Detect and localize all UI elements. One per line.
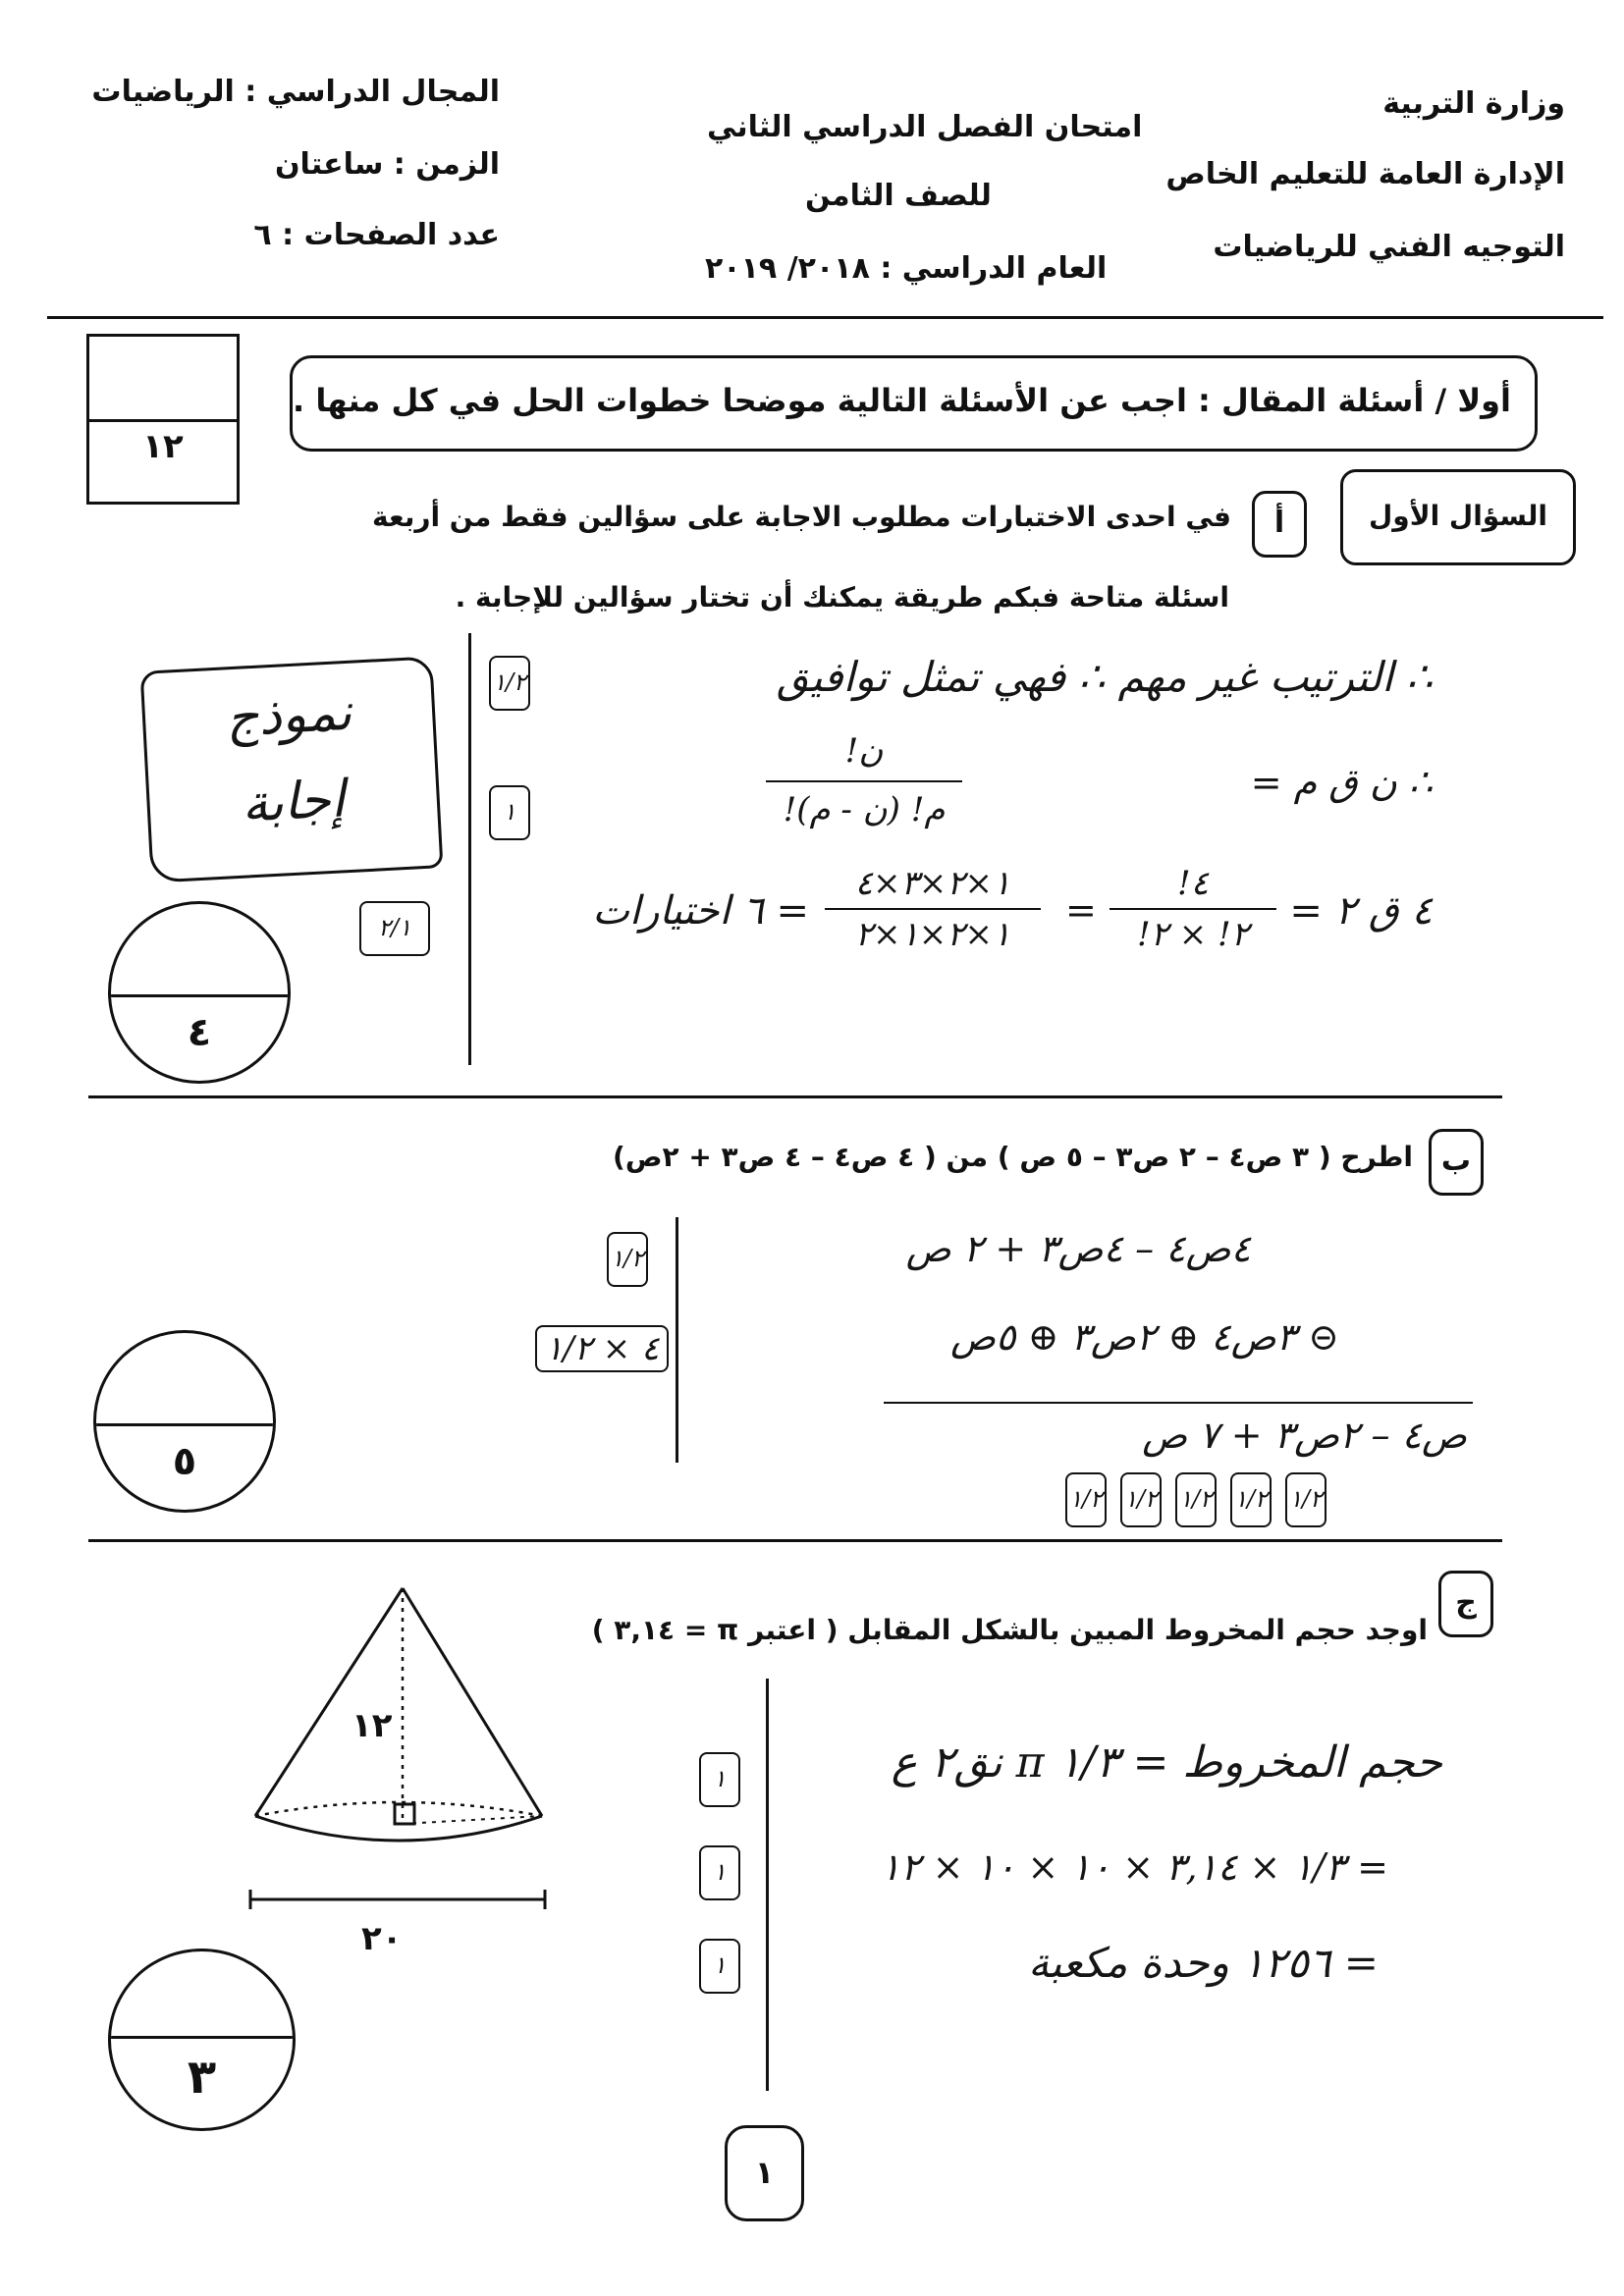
qa-mark-1: ١/٢	[489, 656, 530, 711]
qb-solution-line3: ص٤ – ٢ص٣ + ٧ ص	[1142, 1414, 1467, 1457]
qa-bottom-rule	[88, 1095, 1502, 1098]
qc-solution-line3: = ١٢٥٦ وحدة مكعبة	[1028, 1939, 1379, 1987]
cone-figure	[241, 1571, 565, 1934]
qb-bottom-mark-4: ١/٢	[1230, 1472, 1272, 1527]
qa-divider	[468, 633, 471, 1065]
qc-mark-2: ١	[699, 1845, 740, 1900]
qa-sol2-num: ن!	[844, 731, 884, 771]
qc-solution-line2: = ١/٣ × ٣,١٤ × ١٠ × ١٠ × ١٢	[880, 1845, 1388, 1889]
page-number: ١	[754, 2154, 775, 2191]
section-score-box	[86, 334, 240, 505]
qc-mark-3: ١	[699, 1939, 740, 1994]
q1-label: السؤال الأول	[1369, 500, 1547, 532]
qa-sol3-f1-den: ٢! × ٢!	[1137, 915, 1249, 954]
qb-mark-1: ١/٢	[607, 1232, 648, 1287]
cone-right-angle	[395, 1804, 414, 1824]
qb-bottom-marks	[1065, 1472, 1326, 1527]
qb-mark-2: ٤ × ١/٢	[535, 1325, 669, 1372]
qa-letter: أ	[1273, 506, 1285, 540]
stamp-line2: إجابة	[240, 770, 347, 834]
header-divider	[47, 316, 1603, 319]
qa-sol3-f1-num: ٤!	[1177, 864, 1209, 903]
page-number-box	[725, 2125, 804, 2221]
qa-letter-box	[1252, 491, 1307, 558]
qb-score-circle	[93, 1330, 276, 1513]
qa-sol2-den: م! (ن - م)!	[783, 790, 946, 829]
answer-model-stamp	[140, 656, 444, 882]
qb-score: ٥	[172, 1439, 197, 1484]
qb-bottom-rule	[88, 1539, 1502, 1542]
qc-score-circle	[108, 1949, 296, 2131]
qb-divider	[676, 1217, 678, 1463]
qa-solution-line1: ∴ الترتيب غير مهم ∴ فهي تمثل توافيق	[776, 653, 1433, 701]
section-score: ١٢	[142, 427, 184, 466]
header-left-1: المجال الدراسي : الرياضيات	[91, 75, 500, 109]
qc-text: اوجد حجم المخروط المبين بالشكل المقابل ( اعتبر π = ٣,١٤ )	[591, 1614, 1428, 1646]
header-right-3: التوجيه الفني للرياضيات	[1213, 230, 1565, 264]
qa-sol3-eq: =	[1065, 888, 1097, 932]
qb-letter-box	[1429, 1129, 1484, 1196]
qa-sol2-lhs: ∴ ن ق م =	[1250, 761, 1433, 804]
header-center-3: العام الدراسي : ٢٠١٨/ ٢٠١٩	[705, 251, 1108, 286]
header-left-2: الزمن : ساعتان	[274, 147, 500, 182]
cone-diameter-label: ٢٠	[361, 1919, 403, 1958]
header-right-2: الإدارة العامة للتعليم الخاص	[1165, 157, 1565, 191]
header-right-1: وزارة التربية	[1382, 86, 1565, 121]
qa-sol3-f2-bar	[825, 908, 1041, 910]
qa-sol3-rhs: = ٦ اختيارات	[592, 888, 809, 934]
q1-label-box	[1340, 469, 1576, 565]
cone-left-edge	[255, 1588, 403, 1816]
cone-right-edge	[403, 1588, 542, 1816]
qb-text: اطرح ( ٣ ص٤ – ٢ ص٣ – ٥ ص ) من ( ٤ ص٤ – ٤ ص٣ + ٢ص)	[613, 1141, 1413, 1173]
qb-sum-line	[884, 1402, 1473, 1404]
qa-score-circle	[108, 901, 291, 1084]
qc-solution-line1: حجم المخروط = ١/٣ π نق٢ ع	[891, 1737, 1442, 1788]
qa-text-line2: اسئلة متاحة فبكم طريقة يمكنك أن تختار سؤالين للإجابة .	[455, 581, 1229, 614]
qa-score: ٤	[187, 1010, 212, 1055]
qa-sol3-lhs: ٤ ق ٢ =	[1289, 888, 1433, 934]
qb-bottom-mark-3: ١/٢	[1175, 1472, 1217, 1527]
qc-letter: ج	[1455, 1585, 1477, 1620]
cone-base-front	[255, 1816, 542, 1841]
qa-sol3-f1-bar	[1110, 908, 1276, 910]
header-center-1: امتحان الفصل الدراسي الثاني	[707, 110, 1143, 144]
qb-bottom-mark-1: ١/٢	[1065, 1472, 1107, 1527]
qb-solution-line2: ⊝ ٣ص٤ ⊕ ٢ص٣ ⊕ ٥ص	[950, 1315, 1339, 1359]
qa-sol3-f2-den: ١×٢×١×٢	[854, 915, 1011, 954]
qb-solution-line1: ٤ص٤ – ٤ص٣ + ٢ ص	[905, 1227, 1251, 1270]
qb-bottom-mark-5: ١/٢	[1285, 1472, 1326, 1527]
qc-mark-1: ١	[699, 1752, 740, 1807]
qb-letter: ب	[1440, 1144, 1472, 1178]
qa-text-line1: في احدى الاختبارات مطلوب الاجابة على سؤالين فقط من أربعة	[372, 501, 1231, 533]
qa-mark-3: ٢/١	[359, 901, 430, 956]
qc-divider	[766, 1679, 769, 2091]
qa-sol3-f2-num: ١×٢×٣×٤	[854, 864, 1011, 903]
section-title-box	[290, 355, 1538, 452]
stamp-line1: نموذج	[224, 682, 353, 749]
qa-mark-2: ١	[489, 785, 530, 840]
qc-letter-box	[1438, 1571, 1493, 1637]
section-title: أولا / أسئلة المقال : اجب عن الأسئلة التالية موضحا خطوات الحل في كل منها .	[293, 382, 1511, 419]
header-left-3: عدد الصفحات : ٦	[253, 218, 500, 252]
qc-score: ٣	[187, 2050, 217, 2105]
qa-sol2-fraction-bar	[766, 780, 962, 782]
qb-bottom-mark-2: ١/٢	[1120, 1472, 1162, 1527]
cone-height-label: ١٢	[352, 1706, 393, 1745]
header-center-2: للصف الثامن	[805, 179, 992, 213]
